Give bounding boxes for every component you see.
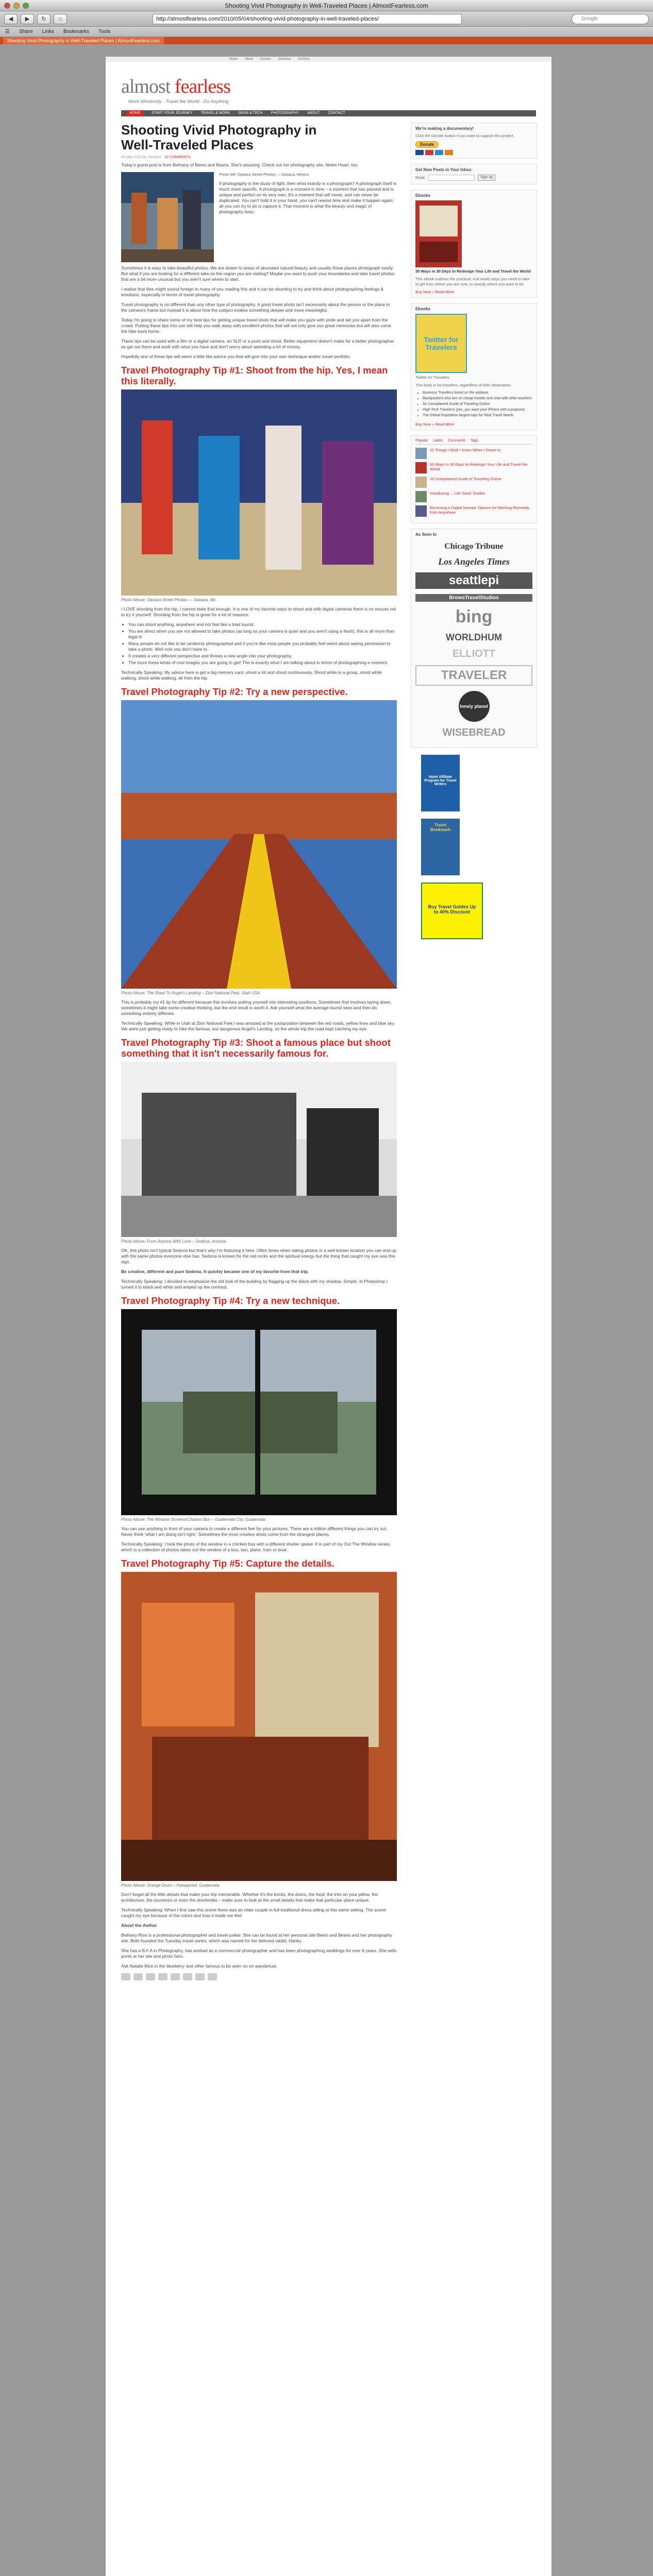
- buy-now-link[interactable]: Buy Now » Read More: [415, 290, 455, 294]
- close-window-icon[interactable]: [4, 3, 10, 9]
- browser-toolbar: [0, 11, 653, 27]
- tip1-heading: Travel Photography Tip #1: Shoot from the hip. Yes, I mean this literally.: [121, 365, 388, 386]
- ebooks-widget-2: [411, 303, 537, 430]
- widget-title: Ebooks: [415, 193, 430, 198]
- article-paragraph: She has a B.F.A in Photography, has worked as a commercial photographer and has been photographing weddings for over 6 years. She sells prints at her site and photo fairs.: [121, 1948, 397, 1959]
- ebook-cover-twitter[interactable]: [415, 314, 467, 373]
- share-icon[interactable]: [171, 1973, 180, 1980]
- ad-buy-travel-guides[interactable]: Buy Travel Guides Up to 40% Discount: [421, 883, 483, 939]
- tip5-heading: Travel Photography Tip #5: Capture the details.: [121, 1558, 334, 1569]
- article-paragraph: These tips can be used with a film or a digital camera, an SLR or a point and shoot. Better equipment doesn't make for a better photographer so get out there and work with what you have and don't worry about spending a lot of money.: [121, 338, 394, 349]
- window-controls: [4, 3, 29, 9]
- widget-text: Click the Donate button if you want to support this project.: [415, 133, 514, 138]
- article-paragraph: Hopefully one of these tips will seem a little like advice you that will give into your own technique and/or travel portfolio.: [121, 354, 351, 359]
- list-item: • It creates a very different perspective and throws a new angle into your photography.: [128, 653, 397, 659]
- ebooks-widget: [411, 190, 537, 298]
- press-logo-traveler: TRAVELER: [415, 665, 532, 686]
- share-icon[interactable]: [146, 1973, 155, 1980]
- article: [121, 123, 397, 1985]
- article-paragraph: I LOVE shooting from the hip. I cannot state that enough. It is one of my favorite ways to shoot and with digital cameras there is no excuse not to try it yourself. Shooting from the hip is great for a lot of reasons:: [121, 606, 396, 617]
- widget-title: Ebooks: [415, 307, 430, 311]
- share-icon[interactable]: [195, 1973, 205, 1980]
- post-thumbnail: [415, 448, 427, 459]
- press-logo-lonely-planet: lonely planet: [459, 691, 490, 722]
- share-icon[interactable]: [208, 1973, 217, 1980]
- window-title: Shooting Vivid Photography in Well-Traveled Places | AlmostFearless.com: [225, 2, 428, 9]
- nav-home[interactable]: HOME: [126, 110, 143, 116]
- share-bar: [121, 1973, 397, 1980]
- list-item: • An Unexplained Guide of Traveling Online: [423, 402, 532, 406]
- tab-current[interactable]: Shooting Vivid Photography in Well-Traveled Places | AlmostFearless.com: [3, 37, 164, 44]
- press-logo-bing: bing: [455, 607, 493, 626]
- ebook-features: [415, 391, 532, 418]
- post-thumbnail: [415, 491, 427, 502]
- press-logo-wisebread: WISEBREAD: [442, 727, 506, 738]
- list-item: • Business Travelers bored on the airplane: [423, 391, 532, 395]
- nav-gear[interactable]: GEAR & TECH: [238, 111, 263, 115]
- article-paragraph: Technically Speaking: While in Utah at Zion National Park I was amazed at the juxtaposition between the red roads, yellow lines and blue sky. We were just getting ready to hike the famous, but dangerous Angel's Landing, so the whole trip the road kept catching my eye.: [121, 1021, 395, 1031]
- tab-strip: [0, 37, 653, 44]
- sidebar: [411, 123, 537, 946]
- comments-link[interactable]: 22 COMMENTS: [164, 156, 191, 159]
- bookmark-item[interactable]: ☰: [5, 29, 10, 35]
- nav-photography[interactable]: PHOTOGRAPHY: [271, 111, 299, 115]
- photo-road-angels-landing: [121, 700, 397, 989]
- press-logo-seattlepi: seattlepi: [415, 572, 532, 589]
- card-icon: [435, 150, 443, 155]
- buy-now-link[interactable]: Buy Now » Read More: [415, 422, 455, 427]
- press-logo-brows-travel: BrowsTravelStudios: [415, 594, 532, 602]
- tip2-heading: Travel Photography Tip #2: Try a new perspective.: [121, 686, 348, 697]
- article-highlight: Be creative, different and pure Sedona. It quickly became one of my favorite from that trip.: [121, 1269, 309, 1274]
- bookmarks-bar: [0, 27, 653, 37]
- popular-post[interactable]: 10 Things I Wish I Knew When I Drove to: [415, 448, 532, 459]
- article-paragraph: You can use anything in front of your camera to create a different feel for your pictures. There are a million different things you can try out. Never think ‘what I am doing isn't right.’ Sometimes the most creative shots come from the strangest places.: [121, 1526, 388, 1537]
- nav-about[interactable]: ABOUT: [307, 111, 320, 115]
- search-input[interactable]: Google: [572, 14, 649, 24]
- popular-post[interactable]: 30 Ways in 30 Days to Redesign Your Life and Travel the World: [415, 462, 532, 473]
- list-item: • High-Tech Travelers (yes, you want your iPhone with a purpose): [423, 408, 532, 412]
- popular-post[interactable]: 10 Unexplained Guide of Traveling Online: [415, 477, 532, 488]
- bookmark-item[interactable]: Tools: [98, 29, 111, 35]
- photo-oaxaca-street: [121, 172, 214, 262]
- minimize-window-icon[interactable]: [13, 3, 20, 9]
- ebook-title[interactable]: 30 Ways in 30 Days to Redesign Your Life and Travel the World: [415, 269, 531, 274]
- photo3-caption: Photo Above: The Road To Angel's Landing – Zion National Park, Utah USA: [121, 991, 260, 995]
- newsletter-widget: [411, 164, 537, 184]
- widget-title: We're making a documentary!: [415, 126, 474, 131]
- article-paragraph: Don't forget all the little details that make your trip memorable. Whether it's the bricks, the doors, the food, the trim on your pillow, the architecture, the souvenirs or even the doorknobs – make sure to look at the small details that make that particular place unique.: [121, 1892, 378, 1903]
- window-titlebar: [0, 0, 653, 11]
- press-logo-worldhum: WORLDHUM: [446, 632, 502, 642]
- main-nav: [121, 110, 536, 116]
- zoom-window-icon[interactable]: [23, 3, 29, 9]
- photo-shoot-from-hip: [121, 389, 397, 596]
- tip1-list: [121, 622, 397, 666]
- documentary-widget: [411, 123, 537, 159]
- nav-start[interactable]: START YOUR JOURNEY: [152, 111, 193, 115]
- article-date: 04 May 2010 by christine: [121, 156, 161, 159]
- newsletter-form: [415, 175, 532, 181]
- tip3-heading: Travel Photography Tip #3: Shoot a famous place but shoot something that it isn't necessarily famous for.: [121, 1037, 391, 1059]
- article-paragraph: Ask Natalie Rice in the blueberry and other famous to be seen on on wanderlust.: [121, 1963, 278, 1969]
- top-link[interactable]: Advertise: [278, 58, 291, 61]
- bookmark-item[interactable]: Bookmarks: [63, 29, 90, 35]
- list-item: • Backpackers who live on cheap hostels and chat with other travelers: [423, 396, 532, 401]
- article-paragraph: Bethany Rice is a professional photographer and travel junkie. She can be found at her personal site Beers and Beans and her photography site. Both founded the Tuesday travel series, which was named for her beloved rabbit, Hanku.: [121, 1933, 392, 1943]
- tab-tags[interactable]: Tags: [471, 439, 478, 443]
- article-paragraph: This is probably my #1 tip for different because this involves putting yourself into interesting positions. Sometimes that involves laying down, sometimes it might take some creative thinking, but the end result is worth it. Ask yourself what the average tourist sees and then do something entirely different.: [121, 999, 392, 1016]
- list-item: • The Global Expedition largest taps for Real Travel Needs: [423, 413, 532, 418]
- reload-icon[interactable]: ↻: [37, 14, 51, 24]
- web-page: [106, 57, 551, 2576]
- article-paragraph: Technically Speaking: I took the photo of the window in a chicken bus with a different shutter speed. It is part of my Out The Window series, which is a collection of photos taken out the window of a bus, taxi, plane, train or boat.: [121, 1541, 391, 1552]
- photo4-caption: Photo Above: From Arizona With Love – Sedona, Arizona: [121, 1239, 226, 1244]
- list-item: • Many people do not like to be randomly photographed and if you're like most people you probably feel weird about asking permission to take a photo. Well now you don't have to.: [128, 641, 397, 652]
- top-link[interactable]: Home: [229, 58, 238, 61]
- photo-window-chicken-bus: [121, 1309, 397, 1515]
- widget-title: As Seen In: [415, 532, 437, 537]
- press-logo-la-times: Los Angeles Times: [438, 556, 510, 567]
- article-paragraph: Technically Speaking: I decided to emphasize the old look of the building by flagging up the black with my shadow. Simple. In Photoshop I turned it to black and white and amped up the contrast.: [121, 1279, 388, 1290]
- share-icon[interactable]: [121, 1973, 130, 1980]
- share-icon[interactable]: [158, 1973, 168, 1980]
- post-thumbnail: [415, 477, 427, 488]
- tab-popular[interactable]: Popular: [415, 439, 428, 443]
- article-paragraph: Sometimes it is easy to take beautiful photos. We are drawn to areas of abundant natural beauty and usually those places photograph easily. But what if you are looking for a different take on the region you are visiting? Maybe you want to push your boundaries and take travel photos that are a bit more unusual but you aren't sure where to start.: [121, 265, 395, 282]
- article-paragraph: Technically Speaking: When I first saw this scene there was an older couple in full traditional dress sitting at this same setting. The scene caught my eye because of the colors and how it made me feel.: [121, 1907, 386, 1918]
- ebook-description: This book is for travelers, regardless of their destination:: [415, 383, 512, 387]
- logo-word-fearless: fearless: [174, 76, 230, 97]
- about-heading: About the Author: [121, 1923, 157, 1928]
- tab-comments[interactable]: Comments: [448, 439, 466, 443]
- list-item: • The more these kinds of cool images you are going to get! The is exactly what I am talking about in terms of photographing a moment.: [128, 660, 397, 666]
- email-field[interactable]: [428, 175, 475, 181]
- ad-hotel-affiliate[interactable]: Hotel Affiliate Program for Travel Writers: [421, 755, 460, 811]
- post-thumbnail: [415, 505, 427, 517]
- press-logo-chicago-tribune: Chicago Tribune: [444, 542, 504, 551]
- posts-widget: [411, 435, 537, 523]
- card-icon: [425, 150, 433, 155]
- bookmark-item[interactable]: Share: [19, 29, 33, 35]
- article-paragraph: I realize that tiles might sound foreign to many of you reading this and it can be daunting to try and think about photographing feelings & emotions, especially in terms of travel photography.: [121, 286, 384, 297]
- nav-travel-work[interactable]: TRAVEL & WORK: [200, 111, 230, 115]
- photo6-caption: Photo Above: Orange Drum – Panajachel, Guatemala: [121, 1883, 220, 1888]
- article-paragraph: Travel photography is no different than any other type of photography. A good travel photo isn't necessarily about the person or the place in the camera's frame but instead it is about how the subject evokes something deeper and more meaningful.: [121, 302, 390, 313]
- top-link[interactable]: Contact: [260, 58, 271, 61]
- photo2-caption: Photo Above: Oaxaca Street Photos — Oaxaca, Mx: [121, 598, 216, 602]
- logo-word-almost: almost: [121, 76, 171, 97]
- card-icon: [415, 150, 424, 155]
- article-paragraph: OK, this photo isn't typical Sedona but that's why I'm featuring it here. Often times when taking photos in a well known location you can end up with the same photos everyone else has. Sedona is known for the red rocks and the spiritual energy but the thing that caught my eye was this sign.: [121, 1248, 397, 1264]
- ebook-caption: Twitter for Travelers: [415, 375, 449, 380]
- press-logo-elliott: ELLIOTT: [452, 648, 496, 659]
- home-icon[interactable]: ⌂: [54, 14, 67, 24]
- article-title: Shooting Vivid Photography in Well-Traveled Places: [121, 122, 317, 152]
- list-item: • You can shoot anything, anywhere and not feel like a total tourist.: [128, 622, 397, 628]
- article-paragraph: Today I'm going to share some of my best tips for getting unique travel shots that will make you gaze with pride and set you apart from the crowd. Putting these tips into use will help you walk away with excellent photos that will not only give you great memories but will also come the hike back home.: [121, 317, 391, 334]
- share-icon[interactable]: [183, 1973, 192, 1980]
- top-link[interactable]: About: [245, 58, 253, 61]
- article-paragraph: Technically Speaking: My advice here is get a big memory card, shoot a lot and shoot continuously. Shoot while in a group, shoot while walking, shoot while walking, all from the hip.: [121, 670, 382, 681]
- popular-post[interactable]: Becoming a Digital Nomad: Options for Working Remotely from Anywhere: [415, 505, 532, 517]
- back-icon[interactable]: ◀: [4, 14, 18, 24]
- ad-travel-bookmark[interactable]: Travel Bookmark: [421, 819, 460, 875]
- article-paragraph: If photography is the study of light, then what exactly is a photograph? A photograph itself is much more specific. A photograph is a moment in time – a moment that has passed and is unique and perfect on its very own. It's a moment that will never, and can never be duplicated. You can't hold it in your hand, you can't rewind time and make it happen again; all you can try to do is capture it. That moment is what the beauty and magic of photography lives.: [219, 181, 396, 214]
- card-icon: [445, 150, 453, 155]
- photo1-caption: Photo left: Oaxaca Street Photos — Oaxaca, Mexico: [219, 172, 309, 177]
- post-thumbnail: [415, 462, 427, 473]
- top-link[interactable]: Archives: [298, 58, 310, 61]
- bookmark-item[interactable]: Links: [42, 29, 55, 35]
- site-logo[interactable]: [121, 75, 230, 98]
- top-links: [106, 57, 551, 62]
- tip4-heading: Travel Photography Tip #4: Try a new technique.: [121, 1295, 340, 1306]
- ebook-cover-title: Twitter for Travelers: [424, 335, 459, 351]
- as-seen-in-widget: [411, 529, 537, 748]
- photo-orange-drum: [121, 1572, 397, 1881]
- article-intro: Today's guest post is from Bethany of Beers and Beans. She's amazing. Check out her photography site, Nettie Heart, too.: [121, 162, 359, 167]
- tab-latest[interactable]: Latest: [433, 439, 443, 443]
- ebook-cover-30-ways[interactable]: [415, 200, 462, 267]
- donate-button[interactable]: Donate: [415, 141, 439, 148]
- sign-up-button[interactable]: Sign up: [478, 175, 495, 181]
- posts-tabs: [415, 439, 532, 445]
- widget-title: Get New Posts in Your Inbox: [415, 167, 472, 172]
- popular-post[interactable]: Introducing ... Life Saver Guides: [415, 491, 532, 502]
- article-meta: 04 May 2010 by christine · 22 COMMENTS: [121, 156, 191, 159]
- ebook-description: This ebook outlines the practical, real world steps you need to take to get from where you are now, to exactly where you want to be.: [415, 277, 530, 286]
- site-tagline: Work Wirelessly · Travel the World · Do Anything: [128, 99, 229, 104]
- photo5-caption: Photo Above: The Window Screens/Chicken Bus – Guatemala City, Guatemala: [121, 1517, 266, 1522]
- email-label: Email:: [415, 176, 426, 180]
- url-bar[interactable]: http://almostfearless.com/2010/05/04/shooting-vivid-photography-in-well-traveled-places/: [153, 14, 462, 24]
- list-item: • You are direct when you are not allowed to take photos (as long as your camera is quiet and you aren't using a flash), this is all more than legal it!: [128, 629, 397, 640]
- share-icon[interactable]: [133, 1973, 143, 1980]
- photo-sedona-arizona: [121, 1062, 397, 1237]
- forward-icon[interactable]: ▶: [21, 14, 34, 24]
- nav-contact[interactable]: CONTACT: [328, 111, 345, 115]
